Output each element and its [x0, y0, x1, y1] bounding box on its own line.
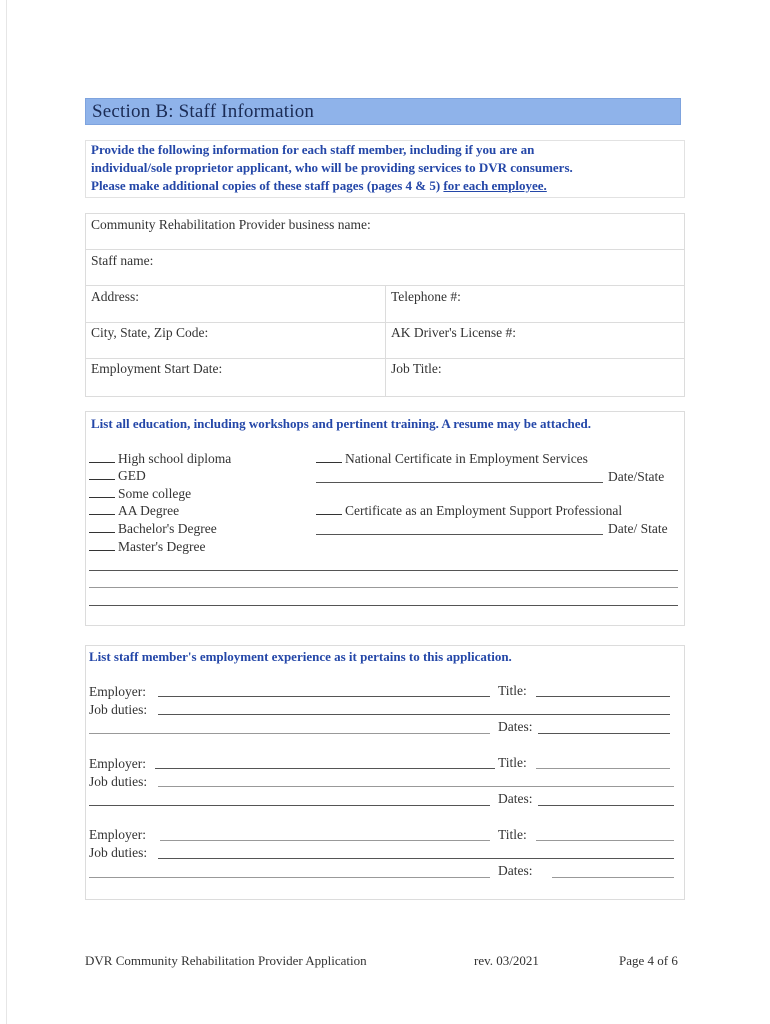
column-divider — [385, 285, 386, 397]
dates-field[interactable] — [538, 733, 670, 734]
experience-box — [85, 645, 685, 900]
city-state-zip-field[interactable]: City, State, Zip Code: — [91, 325, 209, 340]
title-label: Title: — [498, 827, 527, 842]
title-label: Title: — [498, 683, 527, 698]
job-title-field[interactable]: Job Title: — [391, 361, 442, 376]
checkbox-national-certificate[interactable]: National Certificate in Employment Services — [316, 451, 588, 467]
checkbox-ged[interactable]: GED — [89, 468, 146, 484]
job-duties-label: Job duties: — [89, 845, 148, 860]
education-notes-line[interactable] — [89, 587, 678, 588]
business-name-field[interactable]: Community Rehabilitation Provider business name: — [91, 217, 371, 232]
intro-line-3 — [91, 177, 681, 195]
start-date-field[interactable]: Employment Start Date: — [91, 361, 223, 376]
section-title: Section B: Staff Information — [92, 101, 315, 122]
dates-field[interactable] — [552, 877, 674, 878]
intro-text — [91, 141, 681, 195]
job-duties-field[interactable] — [158, 786, 674, 787]
checkbox-aa-degree[interactable]: AA Degree — [89, 503, 179, 519]
address-field[interactable]: Address: — [91, 289, 139, 304]
intro-line-3-underlined: for each employee. — [443, 178, 547, 193]
dates-field[interactable] — [538, 805, 674, 806]
experience-heading: List staff member's employment experience as it pertains to this application. — [89, 649, 512, 664]
checkbox-some-college[interactable]: Some college — [89, 486, 191, 502]
employer-field[interactable] — [155, 768, 495, 769]
checkbox-high-school[interactable]: High school diploma — [89, 451, 231, 467]
dates-label: Dates: — [498, 719, 533, 734]
footer-page-number: Page 4 of 6 — [619, 953, 678, 968]
job-duties-label: Job duties: — [89, 774, 148, 789]
education-heading: List all education, including workshops and pertinent training. A resume may be attached. — [91, 416, 591, 431]
dates-label: Dates: — [498, 791, 533, 806]
employer-field[interactable] — [158, 696, 490, 697]
job-duties-field[interactable] — [89, 805, 490, 806]
footer-revision: rev. 03/2021 — [474, 953, 539, 968]
job-duties-field[interactable] — [158, 714, 670, 715]
checkbox-bachelors[interactable]: Bachelor's Degree — [89, 521, 217, 537]
intro-line-3-prefix: Please make additional copies of these staff pages (pages 4 & 5) — [91, 178, 444, 193]
title-label: Title: — [498, 755, 527, 770]
footer-app-name: DVR Community Rehabilitation Provider Application — [85, 953, 367, 968]
title-field[interactable] — [536, 696, 670, 697]
date-state-label-1: Date/State — [608, 469, 665, 484]
checkbox-masters[interactable]: Master's Degree — [89, 539, 206, 555]
date-state-label-2: Date/ State — [608, 521, 668, 536]
employer-label: Employer: — [89, 684, 146, 699]
telephone-field[interactable]: Telephone #: — [391, 289, 461, 304]
page-edge — [6, 0, 7, 1024]
job-duties-field[interactable] — [158, 858, 674, 859]
intro-line-1: Provide the following information for each staff member, including if you are an — [91, 142, 535, 157]
education-notes-line[interactable] — [89, 570, 678, 571]
employer-field[interactable] — [160, 840, 490, 841]
education-notes-line[interactable] — [89, 605, 678, 606]
date-state-line-2[interactable] — [316, 534, 603, 535]
row-divider — [85, 249, 685, 250]
checkbox-support-certificate[interactable]: Certificate as an Employment Support Professional — [316, 503, 622, 519]
section-header — [85, 98, 681, 125]
employer-label: Employer: — [89, 756, 146, 771]
title-field[interactable] — [536, 768, 670, 769]
date-state-line-1[interactable] — [316, 482, 603, 483]
staff-name-field[interactable]: Staff name: — [91, 253, 154, 268]
job-duties-label: Job duties: — [89, 702, 148, 717]
title-field[interactable] — [536, 840, 674, 841]
drivers-license-field[interactable]: AK Driver's License #: — [391, 325, 517, 340]
job-duties-field[interactable] — [89, 877, 490, 878]
intro-line-2: individual/sole proprietor applicant, who will be providing services to DVR consumers. — [91, 160, 573, 175]
employer-label: Employer: — [89, 827, 146, 842]
job-duties-field[interactable] — [89, 733, 490, 734]
dates-label: Dates: — [498, 863, 533, 878]
